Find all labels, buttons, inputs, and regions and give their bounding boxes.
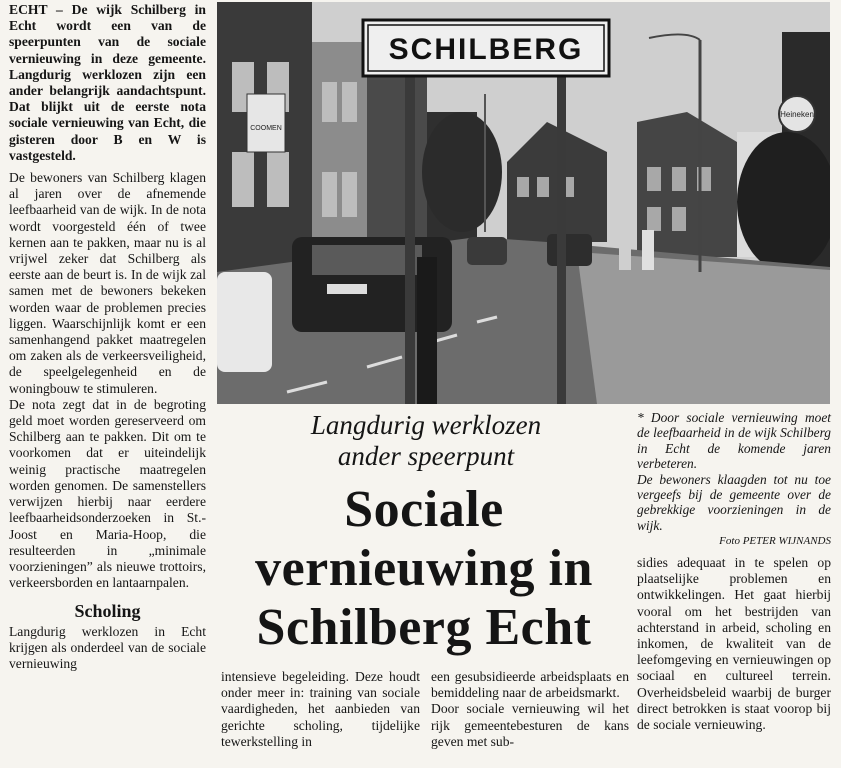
body-paragraph: Langdurig werklozen in Echt krijgen als onderdeel van de sociale vernieuwing (9, 623, 206, 671)
headline-line: vernieuwing in (255, 540, 593, 597)
brand-sign-text: Heineken (780, 110, 814, 119)
caption-text: De bewoners klaagden tot nu toe vergeefs bij de gemeente over de gebrekkige voorzieningen in de wijk. (637, 471, 831, 533)
body-paragraph: De bewoners van Schilberg klagen al jaren over de afnemende leefbaarheid van de wijk. In de nota wordt voorgesteld één of twee kernen aan te pakken, maar nu is al vrijwel zeker dat Schilberg als eerste aan de beurt is. In de wijk zal samen met de bewoners bekeken worden waar de problemen precies liggen. Waarschijnlijk komt er een samenhangend pakket maatregelen om zaken als de verkeersveiligheid, de speelgelegenheid en de woningbouw te stimuleren. (9, 170, 206, 396)
headline-line: Schilberg Echt (256, 599, 592, 656)
left-column (9, 2, 206, 672)
body-paragraph: Door sociale vernieuwing wil het rijk gemeentebesturen de kans geven met sub- (431, 701, 629, 749)
kicker-line: Langdurig werklozen (310, 410, 542, 440)
lead-paragraph: ECHT – De wijk Schilberg in Echt wordt een van de speerpunten van de sociale vernieuwing in deze gemeente. Langdurig werklozen zijn een ander belangrijk aandachtspunt. Dat blijkt uit de eerste nota sociale vernieuwing van Echt, die gisteren door B en W is vastgesteld. (9, 2, 206, 163)
body-column-3 (431, 669, 629, 750)
headline (218, 480, 630, 657)
body-paragraph: De nota zegt dat in de begroting geld moet worden gereserveerd om Schilberg aan te pakken. Dit om te voorkomen dat er uiteindelijk weinig practische maatregelen worden genomen. De samenstellers verwijzen hierbij naar eerdere leefbaarheidsonderzoeken in St.-Joost en Maria-Hoop, die resulteerden in „minimale voorzieningen” als nieuwe trottoirs, verkeersborden en lantaarnpalen. (9, 396, 206, 591)
body-column-2 (221, 669, 420, 750)
street-photo (217, 2, 830, 404)
body-column-4 (637, 555, 831, 733)
shop-sign-text: COOMEN (250, 125, 282, 132)
kicker-line: ander speerpunt (337, 441, 515, 471)
photo-caption (637, 410, 831, 550)
body-paragraph: een gesubsidieerde arbeidsplaats en bemiddeling naar de arbeidsmarkt. (431, 669, 629, 701)
kicker (222, 410, 630, 472)
caption-text: * Door sociale vernieuwing moet de leefbaarheid in de wijk Schilberg in Echt de komende jaren verbeteren. (637, 410, 831, 472)
subheading: Scholing (74, 601, 141, 622)
town-sign-text: SCHILBERG (388, 33, 584, 66)
body-paragraph: intensieve begeleiding. Deze houdt onder meer in: training van sociale vaardigheden, het aanbieden van gerichte scholing, tijdelijke tewerkstelling in (221, 669, 420, 749)
photo-credit: Foto PETER WIJNANDS (719, 535, 831, 548)
headline-line: Sociale (344, 481, 504, 538)
body-paragraph: sidies adequaat in te spelen op plaatselijke problemen en ontwikkelingen. Het gaat hierbij vooral om het bestrijden van achterstand in arbeid, scholing en inkomen, de kwaliteit van de leefomgeving en vernieuwingen op sociaal en cultureel terrein. Overheidsbeleid waarbij de burger direct betrokken is staat voorop bij de sociale vernieuwing. (637, 555, 831, 733)
